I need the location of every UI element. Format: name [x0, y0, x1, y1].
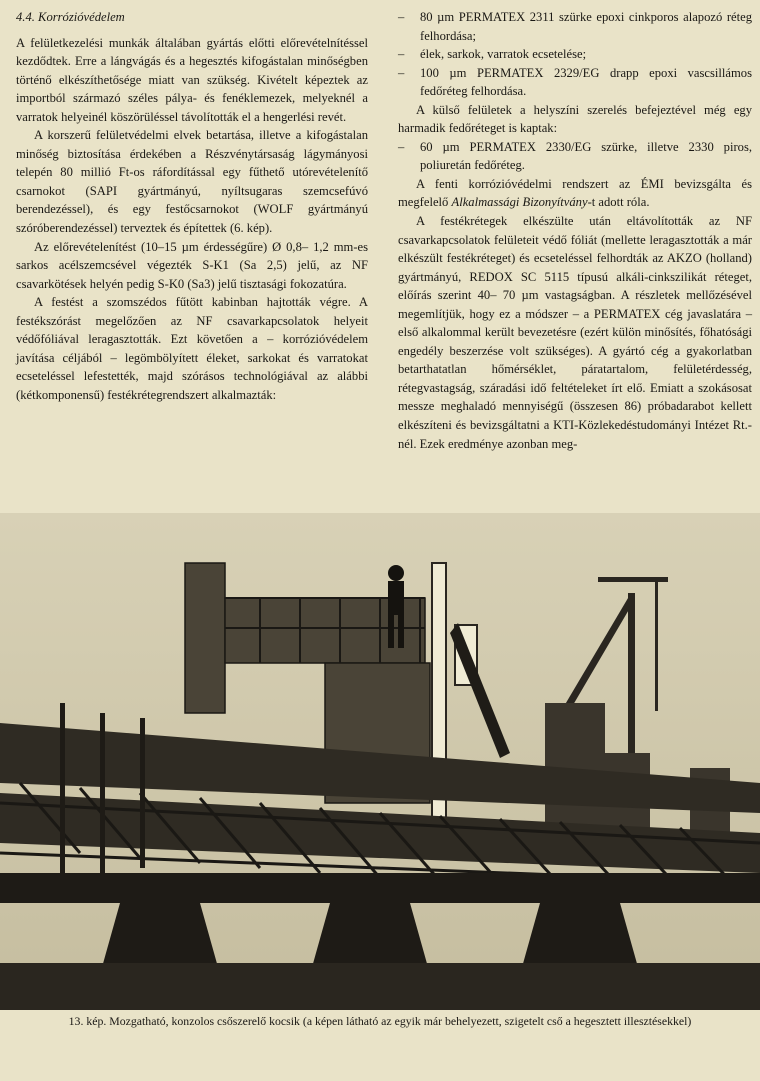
photo-illustration — [0, 513, 760, 1010]
list-item: – 60 µm PERMATEX 2330/EG szürke, illetve 2330 piros, poliuretán fedőréteg. — [398, 138, 752, 175]
dash-bullet: – — [398, 139, 405, 154]
dash-bullet: – — [398, 47, 405, 62]
left-column — [16, 8, 368, 404]
figure-caption: 13. kép. Mozgatható, konzolos csőszerelő kocsik (a képen látható az egyik már behelyezett, szigetelt cső a hegesztett illesztésekkel) — [68, 1014, 692, 1028]
paragraph: A felületkezelési munkák általában gyártás előtti előrevételnítéssel kezdődtek. Erre a lángvágás és a hegesztés kifogástalan minőségben történő elkészíthetősége miatt van szükség. Kivételt képeztek az importból származó széles pálya- és fenéklemezek, melyeknél a varratok helyeinél köszörüléssel távolították el a hengerlési revét. — [16, 35, 368, 124]
paragraph: A külső felületek a helyszíni szerelés befejeztével még egy harmadik fedőréteget is kaptak: — [398, 102, 752, 136]
paragraph: A fenti korrózióvédelmi rendszert az ÉMI bevizsgálta és megfelelő Alkalmassági Bizonyítvány-t adott róla. — [398, 176, 752, 210]
list-item: – 80 µm PERMATEX 2311 szürke epoxi cinkporos alapozó réteg felhordása; — [398, 8, 752, 45]
paragraph: Az előrevételenítést (10–15 µm érdességűre) Ø 0,8– 1,2 mm-es sarkos acélszemcsével végezték S-K1 (Sa 2,5) jelű, az NF csavarkötések helyén pedig S-K0 (Sa3) jelű tisztasági fokozatúra. — [16, 239, 368, 291]
certificate-name: Alkalmassági Bizonyítvány — [451, 195, 588, 210]
dash-bullet: – — [398, 65, 405, 80]
dash-bullet: – — [398, 10, 405, 24]
construction-photo — [0, 513, 760, 1010]
list-item: – élek, sarkok, varratok ecsetelése; — [398, 45, 752, 64]
paragraph: A festékrétegek elkészülte után eltávolították az NF csavarkapcsolatok felületeit védő fóliát (mellette leragasztották a már elkészült festékréteget) és ecseteléssel felhordták az AKZO (holland) gyártmányú, REDOX SC 5115 típusú alkáli-cinkszilikát réteget, előírás szerint 40– 70 µm vastagságban. A részletek mellőzésével megemlítjük, hogy ez a módszer – a PERMATEX cég javaslatára – első alkalommal került bevezetésre (ezért külön minősítés, főhatósági engedély beszerzése volt szükséges). A gyártó cég a gyakorlatban betarthatatlan hőmérséklet, páratartalom, felületérdesség, rétegvastagság, száradási idő feltételeket írt elő. Emiatt a szokásosat messze meghaladó mennyiségű (összesen 86) próbadarabot kellett elkészíteni és bevizsgáltatni a KTI-Közlekedéstudományi Intézet Rt.-nél. Ezek eredménye azonban meg- — [398, 214, 752, 451]
paragraph: A festést a szomszédos fűtött kabinban hajtották végre. A festékszórást megelőzően az NF csavarkapcsolatok helyeit védőfóliával leragasztották. Ezt követően a – korrózióvédelem javítása céljából – legömbölyített éleket, sarkokat és varratokat ecseteléssel lefestették, majd szórásos technológiával az alábbi (kétkomponensű) festékrétegrendszert alkalmazták: — [16, 295, 368, 402]
list-item: – 100 µm PERMATEX 2329/EG drapp epoxi vascsillámos fedőréteg felhordása. — [398, 64, 752, 101]
right-column — [398, 8, 752, 453]
paragraph: A korszerű felületvédelmi elvek betartása, illetve a kifogástalan minőség biztosítása érdekében a Részvénytársaság lágymányosi telepén 80 millió Ft-os ráfordítással egy fűthető utórevételenítő csarnokot (SAPI gyártmányú, nyíltsugaras szemcsefúvó berendezéssel), és egy festőcsarnokot (WOLF gyártmányú szóróberendezéssel) terveztek és építettek (6. kép). — [16, 128, 368, 236]
section-heading: 4.4. Korrózióvédelem — [16, 10, 125, 24]
